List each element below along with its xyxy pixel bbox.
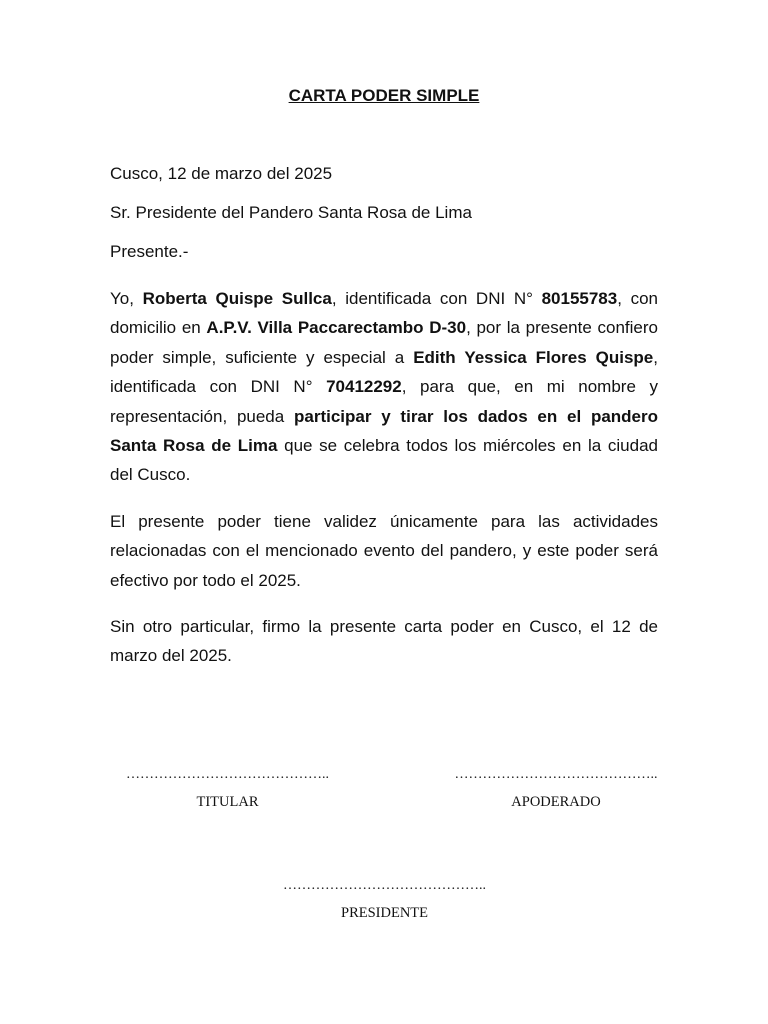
signature-block-titular [100,766,355,811]
addressee: Sr. Presidente del Pandero Santa Rosa de Lima [110,203,472,222]
text-segment: , para que, en mi nombre y representación, pueda [110,377,658,426]
power-purpose: participar y tirar los dados en el pandero Santa Rosa de Lima [110,406,659,456]
signature-line: …………………………………….. [454,767,658,782]
text-segment: , identificada con DNI N° [331,289,542,308]
grantor-dni: 80155783 [541,289,618,308]
text-segment: , por la presente confiero poder simple, suficiente y especial a [110,318,658,367]
paragraph-grant [110,284,658,490]
paragraph-closing: Sin otro particular, firmo la presente carta poder en Cusco, el 12 de marzo del 2025. [110,617,658,666]
signature-label-titular: TITULAR [196,794,259,810]
signature-line: …………………………………….. [126,767,329,782]
signature-label-apoderado: APODERADO [511,794,601,810]
attorney-dni: 70412292 [326,377,402,397]
place-date: Cusco, 12 de marzo del 2025 [110,164,333,183]
salutation: Presente.- [110,242,189,261]
signature-block-apoderado [420,766,692,811]
signature-block-presidente [257,877,512,922]
grantor-address: A.P.V. Villa Paccarectambo D-30 [206,318,467,338]
paragraph-validity: El presente poder tiene validez únicamente para las actividades relacionadas con el mencionado evento del pandero, y este poder será efectivo por todo el 2025. [110,512,658,590]
document-title: CARTA PODER SIMPLE [288,86,480,105]
text-segment: , identificada con DNI N° [110,347,658,397]
attorney-name: Edith Yessica Flores Quispe [413,347,654,367]
signature-line: …………………………………….. [283,878,486,893]
grantor-name: Roberta Quispe Sullca [142,289,332,308]
text-segment: Yo, [110,289,143,308]
signature-label-presidente: PRESIDENTE [341,905,428,921]
text-segment: , con domicilio en [110,289,658,338]
text-segment: que se celebra todos los miércoles en la ciudad del Cusco. [110,436,658,485]
